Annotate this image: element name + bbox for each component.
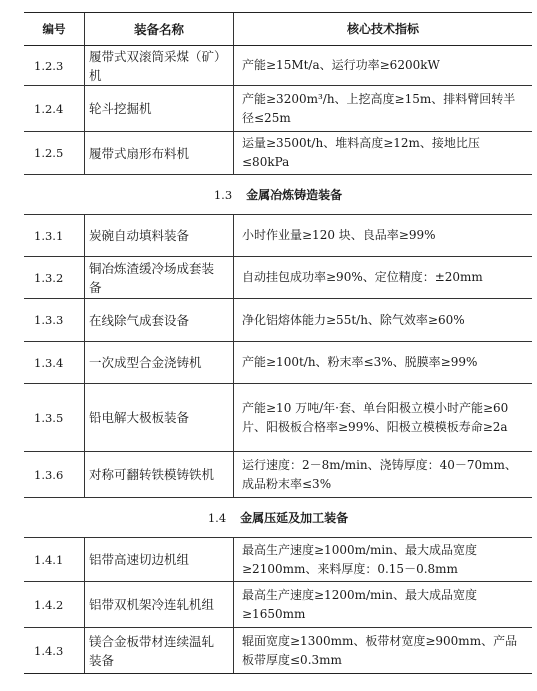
row-name: 铝带双机架冷连轧机组 <box>85 582 234 628</box>
section-row-1-4 <box>24 498 532 538</box>
row-name: 铜冶炼渣缓冷场成套装备 <box>85 257 234 299</box>
row-spec: 运行速度：2－8m/min、浇铸厚度：40－70mm、成品粉末率≤3% <box>234 452 533 498</box>
header-spec: 核心技术指标 <box>234 13 533 46</box>
row-name: 履带式双滚筒采煤（矿）机 <box>85 46 234 86</box>
section-number: 1.4 <box>207 511 227 525</box>
row-code: 1.3.2 <box>24 257 85 299</box>
header-code: 编号 <box>24 13 85 46</box>
row-spec: 自动挂包成功率≥90%、定位精度：±20mm <box>234 257 533 299</box>
section-number: 1.3 <box>213 188 233 202</box>
row-name: 铝带高速切边机组 <box>85 538 234 582</box>
table-row <box>24 582 532 628</box>
row-spec: 最高生产速度≥1200m/min、最大成品宽度≥1650mm <box>234 582 533 628</box>
section-heading <box>24 175 532 215</box>
row-spec: 产能≥15Mt/a、运行功率≥6200kW <box>234 46 533 86</box>
table-row <box>24 342 532 384</box>
table-row <box>24 257 532 299</box>
table-row <box>24 132 532 175</box>
row-code: 1.4.2 <box>24 582 85 628</box>
table-row <box>24 299 532 342</box>
row-code: 1.3.3 <box>24 299 85 342</box>
row-name: 在线除气成套设备 <box>85 299 234 342</box>
row-name: 铅电解大极板装备 <box>85 384 234 452</box>
header-name: 装备名称 <box>85 13 234 46</box>
row-name: 镁合金板带材连续温轧装备 <box>85 628 234 674</box>
row-spec: 产能≥3200m³/h、上挖高度≥15m、排料臂回转半径≤25m <box>234 86 533 132</box>
equipment-spec-table <box>24 12 532 674</box>
row-code: 1.2.3 <box>24 46 85 86</box>
row-spec: 辊面宽度≥1300mm、板带材宽度≥900mm、产品板带厚度≤0.3mm <box>234 628 533 674</box>
row-spec: 产能≥100t/h、粉末率≤3%、脱膜率≥99% <box>234 342 533 384</box>
table-row <box>24 452 532 498</box>
table-row <box>24 215 532 257</box>
row-name: 炭碗自动填料装备 <box>85 215 234 257</box>
table-header-row <box>24 13 532 46</box>
table-row <box>24 384 532 452</box>
table-row <box>24 46 532 86</box>
row-spec: 产能≥10 万吨/年·套、单台阳极立模小时产能≥60 片、阳极板合格率≥99%、阳极立模模板寿命≥2a <box>234 384 533 452</box>
table-row <box>24 628 532 674</box>
section-title: 金属冶炼铸造装备 <box>246 188 343 202</box>
section-title: 金属压延及加工装备 <box>240 511 349 525</box>
row-spec: 小时作业量≥120 块、良品率≥99% <box>234 215 533 257</box>
row-code: 1.3.4 <box>24 342 85 384</box>
row-code: 1.3.1 <box>24 215 85 257</box>
table-row <box>24 538 532 582</box>
row-spec: 净化铝熔体能力≥55t/h、除气效率≥60% <box>234 299 533 342</box>
row-name: 一次成型合金浇铸机 <box>85 342 234 384</box>
row-code: 1.4.1 <box>24 538 85 582</box>
row-name: 履带式扇形布料机 <box>85 132 234 175</box>
row-spec: 运量≥3500t/h、堆料高度≥12m、接地比压≤80kPa <box>234 132 533 175</box>
row-code: 1.2.5 <box>24 132 85 175</box>
section-heading <box>24 498 532 538</box>
section-row-1-3 <box>24 175 532 215</box>
row-spec: 最高生产速度≥1000m/min、最大成品宽度≥2100mm、来料厚度：0.15－0.8mm <box>234 538 533 582</box>
spec-table-page <box>24 12 532 685</box>
row-code: 1.3.6 <box>24 452 85 498</box>
row-name: 对称可翻转铁模铸铁机 <box>85 452 234 498</box>
row-code: 1.3.5 <box>24 384 85 452</box>
row-code: 1.2.4 <box>24 86 85 132</box>
table-row <box>24 86 532 132</box>
row-name: 轮斗挖掘机 <box>85 86 234 132</box>
row-code: 1.4.3 <box>24 628 85 674</box>
